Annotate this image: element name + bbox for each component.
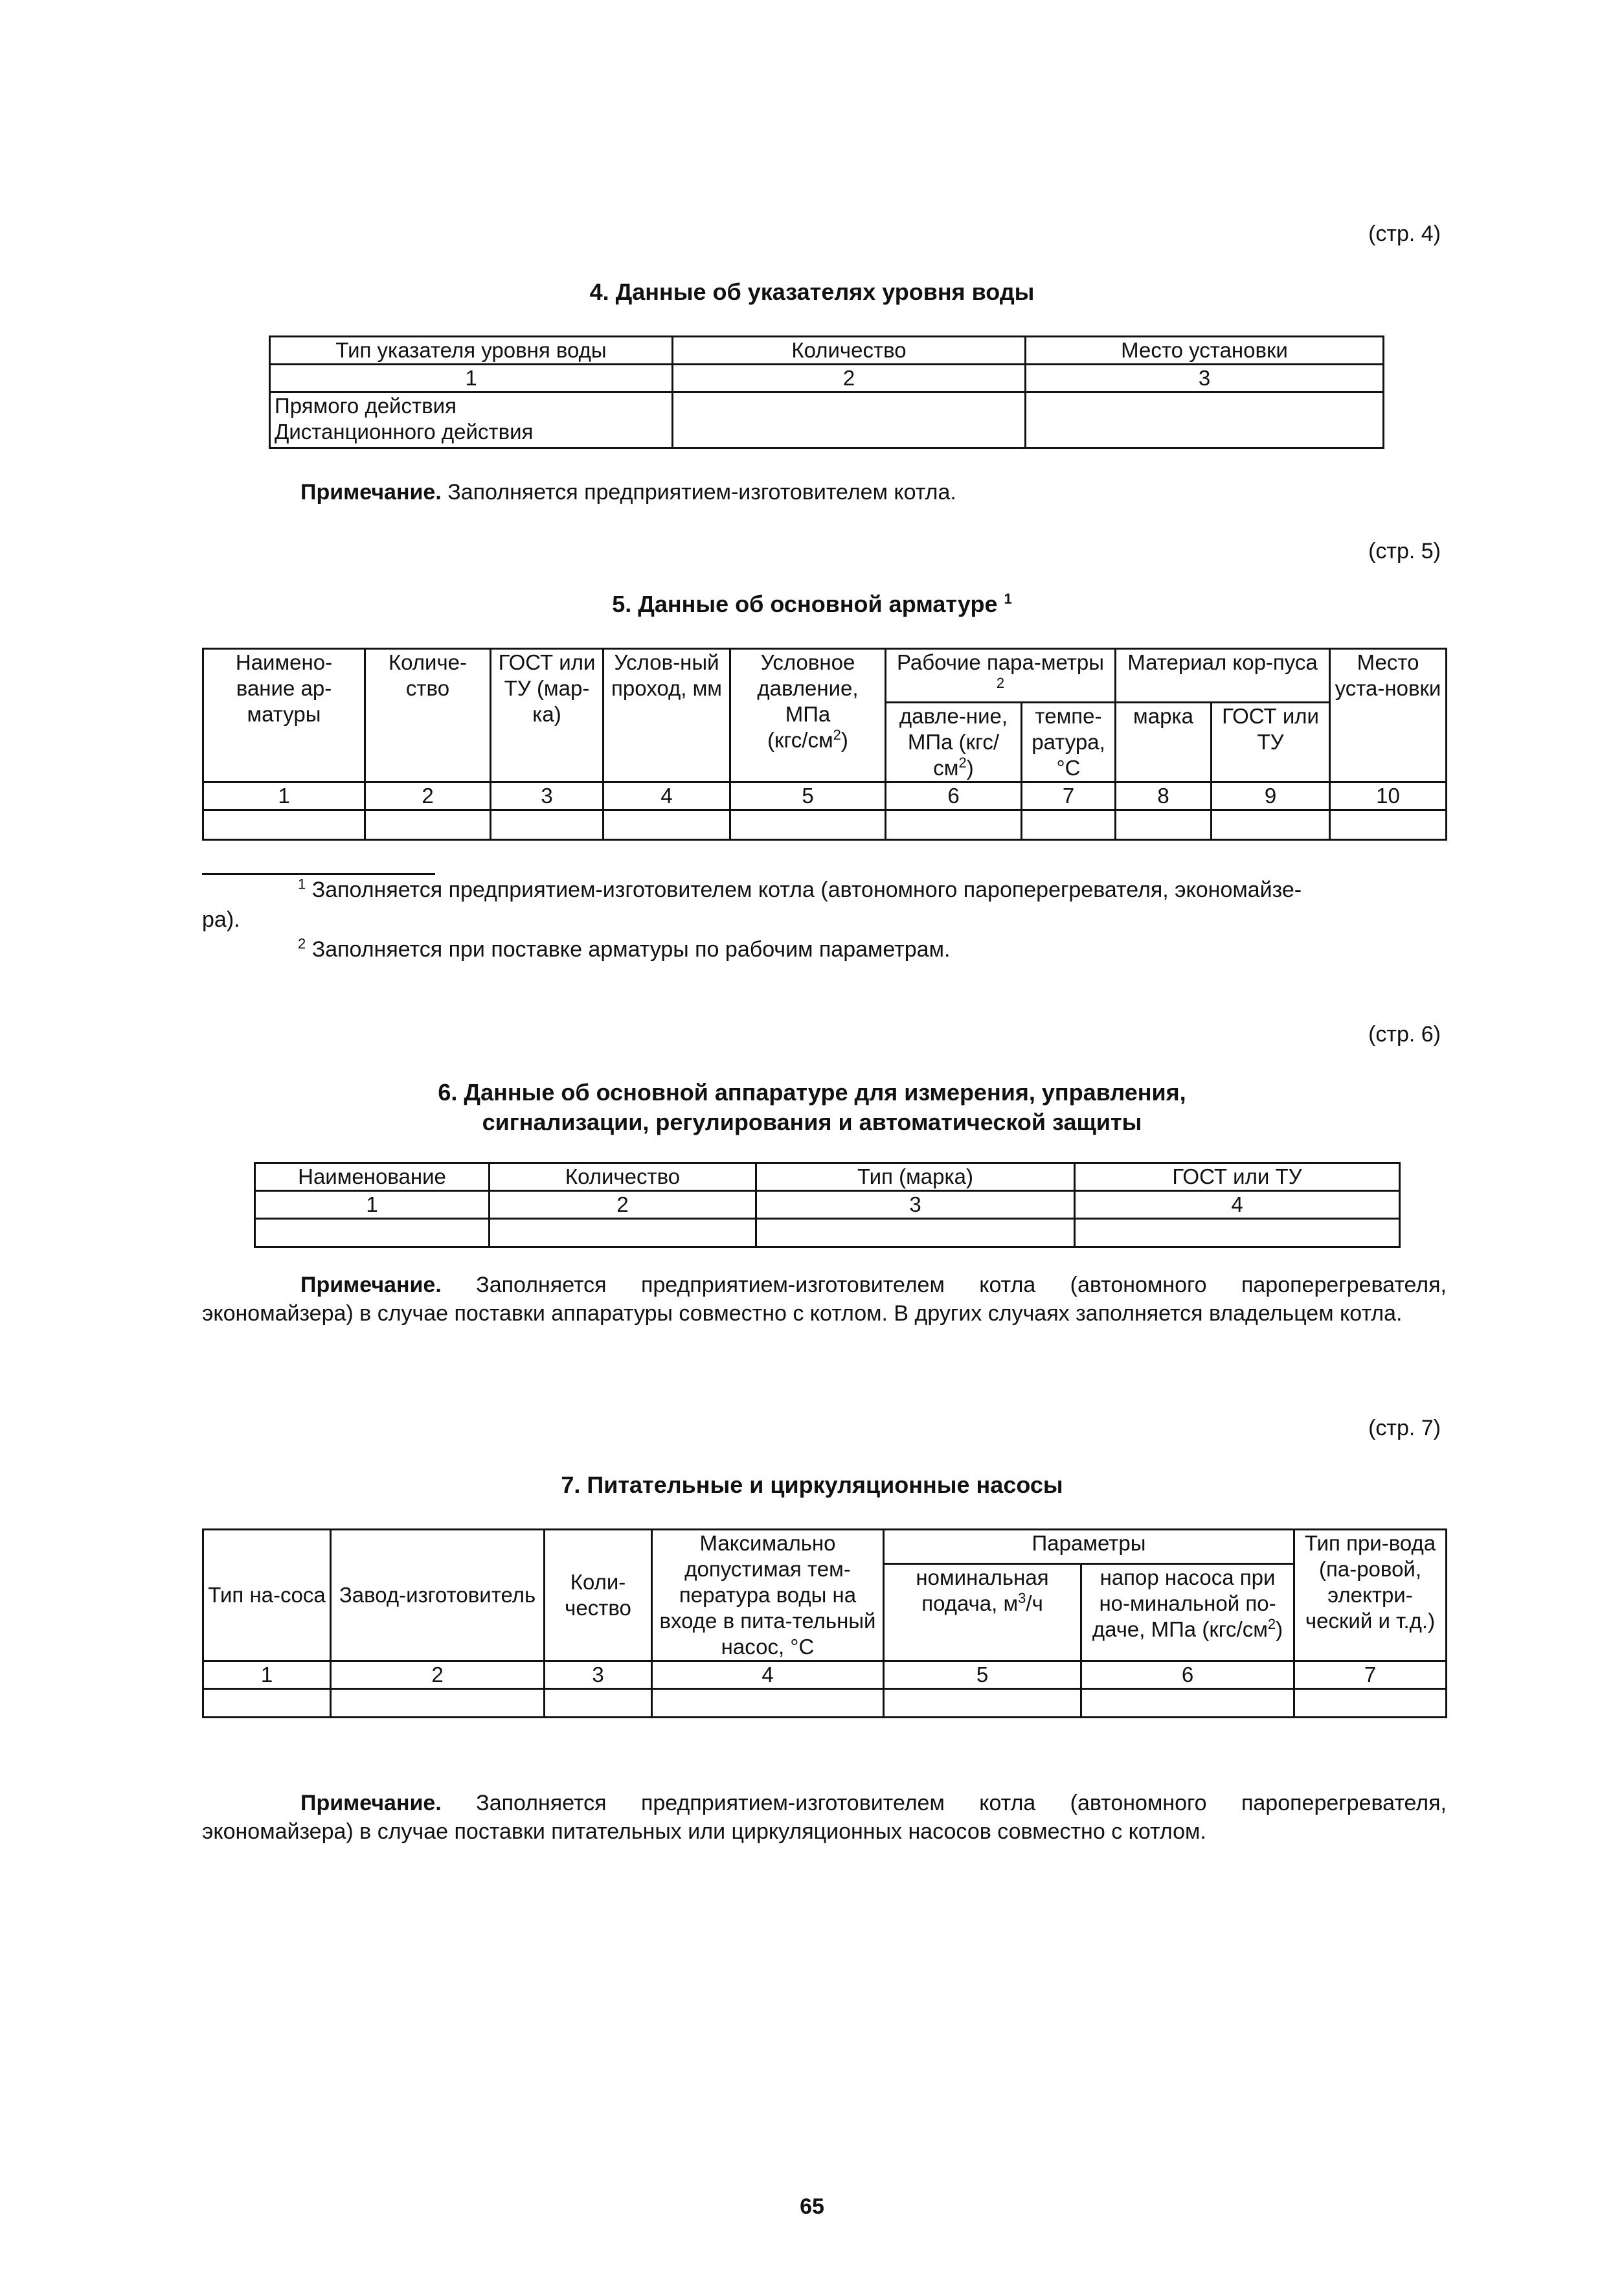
- table-cell: [1075, 1219, 1400, 1247]
- page-number: 65: [800, 2194, 824, 2219]
- h-work-text: Рабочие пара-метры: [897, 650, 1104, 674]
- col-num: 4: [652, 1661, 884, 1689]
- h-params: Параметры: [884, 1530, 1294, 1564]
- note-label: Примечание.: [300, 1273, 442, 1297]
- h-pn: [730, 649, 886, 782]
- title-text: 5. Данные об основной арматуре: [612, 591, 998, 617]
- header-gost: ГОСТ или ТУ: [1075, 1163, 1400, 1191]
- water-level-table: [269, 335, 1384, 449]
- col-num: 3: [491, 782, 603, 810]
- section-6-title-2: сигнализации, регулирования и автоматической защиты: [482, 1109, 1142, 1135]
- h-type: Тип на-coca: [203, 1530, 331, 1661]
- table-cell: [652, 1689, 884, 1718]
- footnote-1: [298, 876, 1450, 904]
- h-flow-close: /ч: [1026, 1591, 1043, 1615]
- col-num: 3: [1026, 365, 1384, 392]
- col-num: 1: [255, 1191, 490, 1219]
- col-num: 1: [203, 1661, 331, 1689]
- footnote-1-text: Заполняется предприятием-изготовителем котла (автономного пароперегревателя, экономайзе-: [306, 878, 1302, 902]
- col-num: 6: [1081, 1661, 1294, 1689]
- page-ref-7: (стр. 7): [1368, 1416, 1441, 1440]
- note-4: [300, 478, 1447, 506]
- h-pn-close: ): [840, 728, 848, 752]
- h-gost: ГОСТ или ТУ (мар-ка): [491, 649, 603, 782]
- sup: 3: [1018, 1589, 1026, 1606]
- header-qty: Количество: [490, 1163, 756, 1191]
- header-place: Место установки: [1026, 337, 1384, 365]
- table-cell: [884, 1689, 1081, 1718]
- sup: 1: [298, 876, 306, 892]
- h-dn: Услов-ный проход, мм: [603, 649, 730, 782]
- header-qty: Количество: [673, 337, 1026, 365]
- col-num: 7: [1022, 782, 1116, 810]
- h-work: [886, 649, 1116, 703]
- h-qty: Количе-ство: [365, 649, 491, 782]
- footnote-2: [298, 935, 1450, 964]
- table-cell: [886, 810, 1022, 840]
- h-flow: [884, 1563, 1081, 1661]
- col-num: 10: [1330, 782, 1447, 810]
- h-head: [1081, 1563, 1294, 1661]
- h-drive: Тип при-вода (па-ровой, электри-ческий и т.д.): [1294, 1530, 1447, 1661]
- row-types: [270, 392, 673, 448]
- col-num: 4: [1075, 1191, 1400, 1219]
- col-num: 4: [603, 782, 730, 810]
- h-mat: Материал кор-пуса: [1116, 649, 1330, 703]
- table-cell: [673, 392, 1026, 448]
- header-type: Тип (марка): [756, 1163, 1075, 1191]
- table-cell: [603, 810, 730, 840]
- sup: 2: [1267, 1615, 1276, 1632]
- table-cell: [1022, 810, 1116, 840]
- h-flow-text: номинальная подача, м: [916, 1565, 1049, 1615]
- table-cell: [255, 1219, 490, 1247]
- col-num: 5: [884, 1661, 1081, 1689]
- footnote-divider: [202, 873, 435, 875]
- col-num: 3: [545, 1661, 652, 1689]
- fittings-table: [202, 648, 1447, 841]
- col-num: 1: [270, 365, 673, 392]
- h-maxtemp: Максимально допустимая тем-пература воды на входе в пита-тельный насос, °С: [652, 1530, 884, 1661]
- h-mark: марка: [1116, 703, 1212, 782]
- h-press-text: давле-ние, МПа (кгс/см: [899, 704, 1008, 780]
- h-pn-text: Условное давление, МПа: [757, 650, 859, 726]
- page-ref-6: (стр. 6): [1368, 1022, 1441, 1047]
- col-num: 9: [1212, 782, 1330, 810]
- pumps-table: [202, 1528, 1447, 1718]
- h-head-text: напор насоса при но-минальной по-даче, МПа (кгс/см: [1092, 1565, 1276, 1641]
- note-text: Заполняется предприятием-изготовителем котла (автономного пароперегревателя, экономайзера) в случае поставки аппаратуры совместно с котлом. В других случаях заполняется владельцем котла.: [202, 1273, 1447, 1326]
- footnote-ref: 1: [1004, 591, 1012, 607]
- note-label: Примечание.: [300, 1791, 442, 1815]
- table-cell: [331, 1689, 545, 1718]
- row-remote: Дистанционного действия: [275, 420, 534, 444]
- note-7: [202, 1789, 1447, 1846]
- h-qty: Коли-чество: [545, 1530, 652, 1661]
- table-cell: [730, 810, 886, 840]
- col-num: 6: [886, 782, 1022, 810]
- col-num: 8: [1116, 782, 1212, 810]
- table-cell: [1026, 392, 1384, 448]
- col-num: 3: [756, 1191, 1075, 1219]
- table-cell: [203, 810, 365, 840]
- h-name: Наимено-вание ар-матуры: [203, 649, 365, 782]
- header-type: Тип указателя уровня воды: [270, 337, 673, 365]
- table-cell: [203, 1689, 331, 1718]
- col-num: 2: [331, 1661, 545, 1689]
- h-place: Место уста-новки: [1330, 649, 1447, 782]
- h-press: [886, 703, 1022, 782]
- page-ref-4: (стр. 4): [1368, 221, 1441, 246]
- footnote-1-cont: ра).: [202, 907, 240, 932]
- sup: 2: [833, 727, 841, 743]
- h-matgost: ГОСТ или ТУ: [1212, 703, 1330, 782]
- row-direct: Прямого действия: [275, 394, 457, 418]
- section-6-title-1: 6. Данные об основной аппаратуре для измерения, управления,: [438, 1079, 1186, 1106]
- h-head-close: ): [1276, 1617, 1283, 1641]
- section-4-title: 4. Данные об указателях уровня воды: [589, 278, 1035, 305]
- col-num: 7: [1294, 1661, 1447, 1689]
- h-pn-unit: (кгс/см: [767, 728, 833, 752]
- table-cell: [1294, 1689, 1447, 1718]
- col-num: 2: [673, 365, 1026, 392]
- sup: 2: [996, 675, 1005, 691]
- col-num: 1: [203, 782, 365, 810]
- sup: 2: [298, 935, 306, 952]
- h-press-close: ): [966, 756, 974, 780]
- col-num: 5: [730, 782, 886, 810]
- table-cell: [491, 810, 603, 840]
- header-name: Наименование: [255, 1163, 490, 1191]
- table-cell: [365, 810, 491, 840]
- table-cell: [1330, 810, 1447, 840]
- table-cell: [1116, 810, 1212, 840]
- section-5-title: [0, 589, 1624, 619]
- note-6: [202, 1271, 1447, 1328]
- h-temp: темпе-ратура, °С: [1022, 703, 1116, 782]
- table-cell: [1081, 1689, 1294, 1718]
- note-text: Заполняется предприятием-изготовителем котла.: [441, 480, 956, 505]
- h-maker: Завод-изготовитель: [331, 1530, 545, 1661]
- footnote-2-text: Заполняется при поставке арматуры по рабочим параметрам.: [306, 937, 951, 962]
- sup: 2: [958, 755, 967, 771]
- table-cell: [756, 1219, 1075, 1247]
- table-cell: [490, 1219, 756, 1247]
- col-num: 2: [490, 1191, 756, 1219]
- apparatus-table: [254, 1162, 1401, 1248]
- note-label: Примечание.: [300, 480, 442, 505]
- table-cell: [1212, 810, 1330, 840]
- table-cell: [545, 1689, 652, 1718]
- note-text: Заполняется предприятием-изготовителем котла (автономного пароперегревателя, экономайзера) в случае поставки питательных или циркуляционных насосов совместно с котлом.: [202, 1791, 1447, 1844]
- section-7-title: 7. Питательные и циркуляционные насосы: [561, 1471, 1063, 1498]
- col-num: 2: [365, 782, 491, 810]
- page-ref-5: (стр. 5): [1368, 539, 1441, 563]
